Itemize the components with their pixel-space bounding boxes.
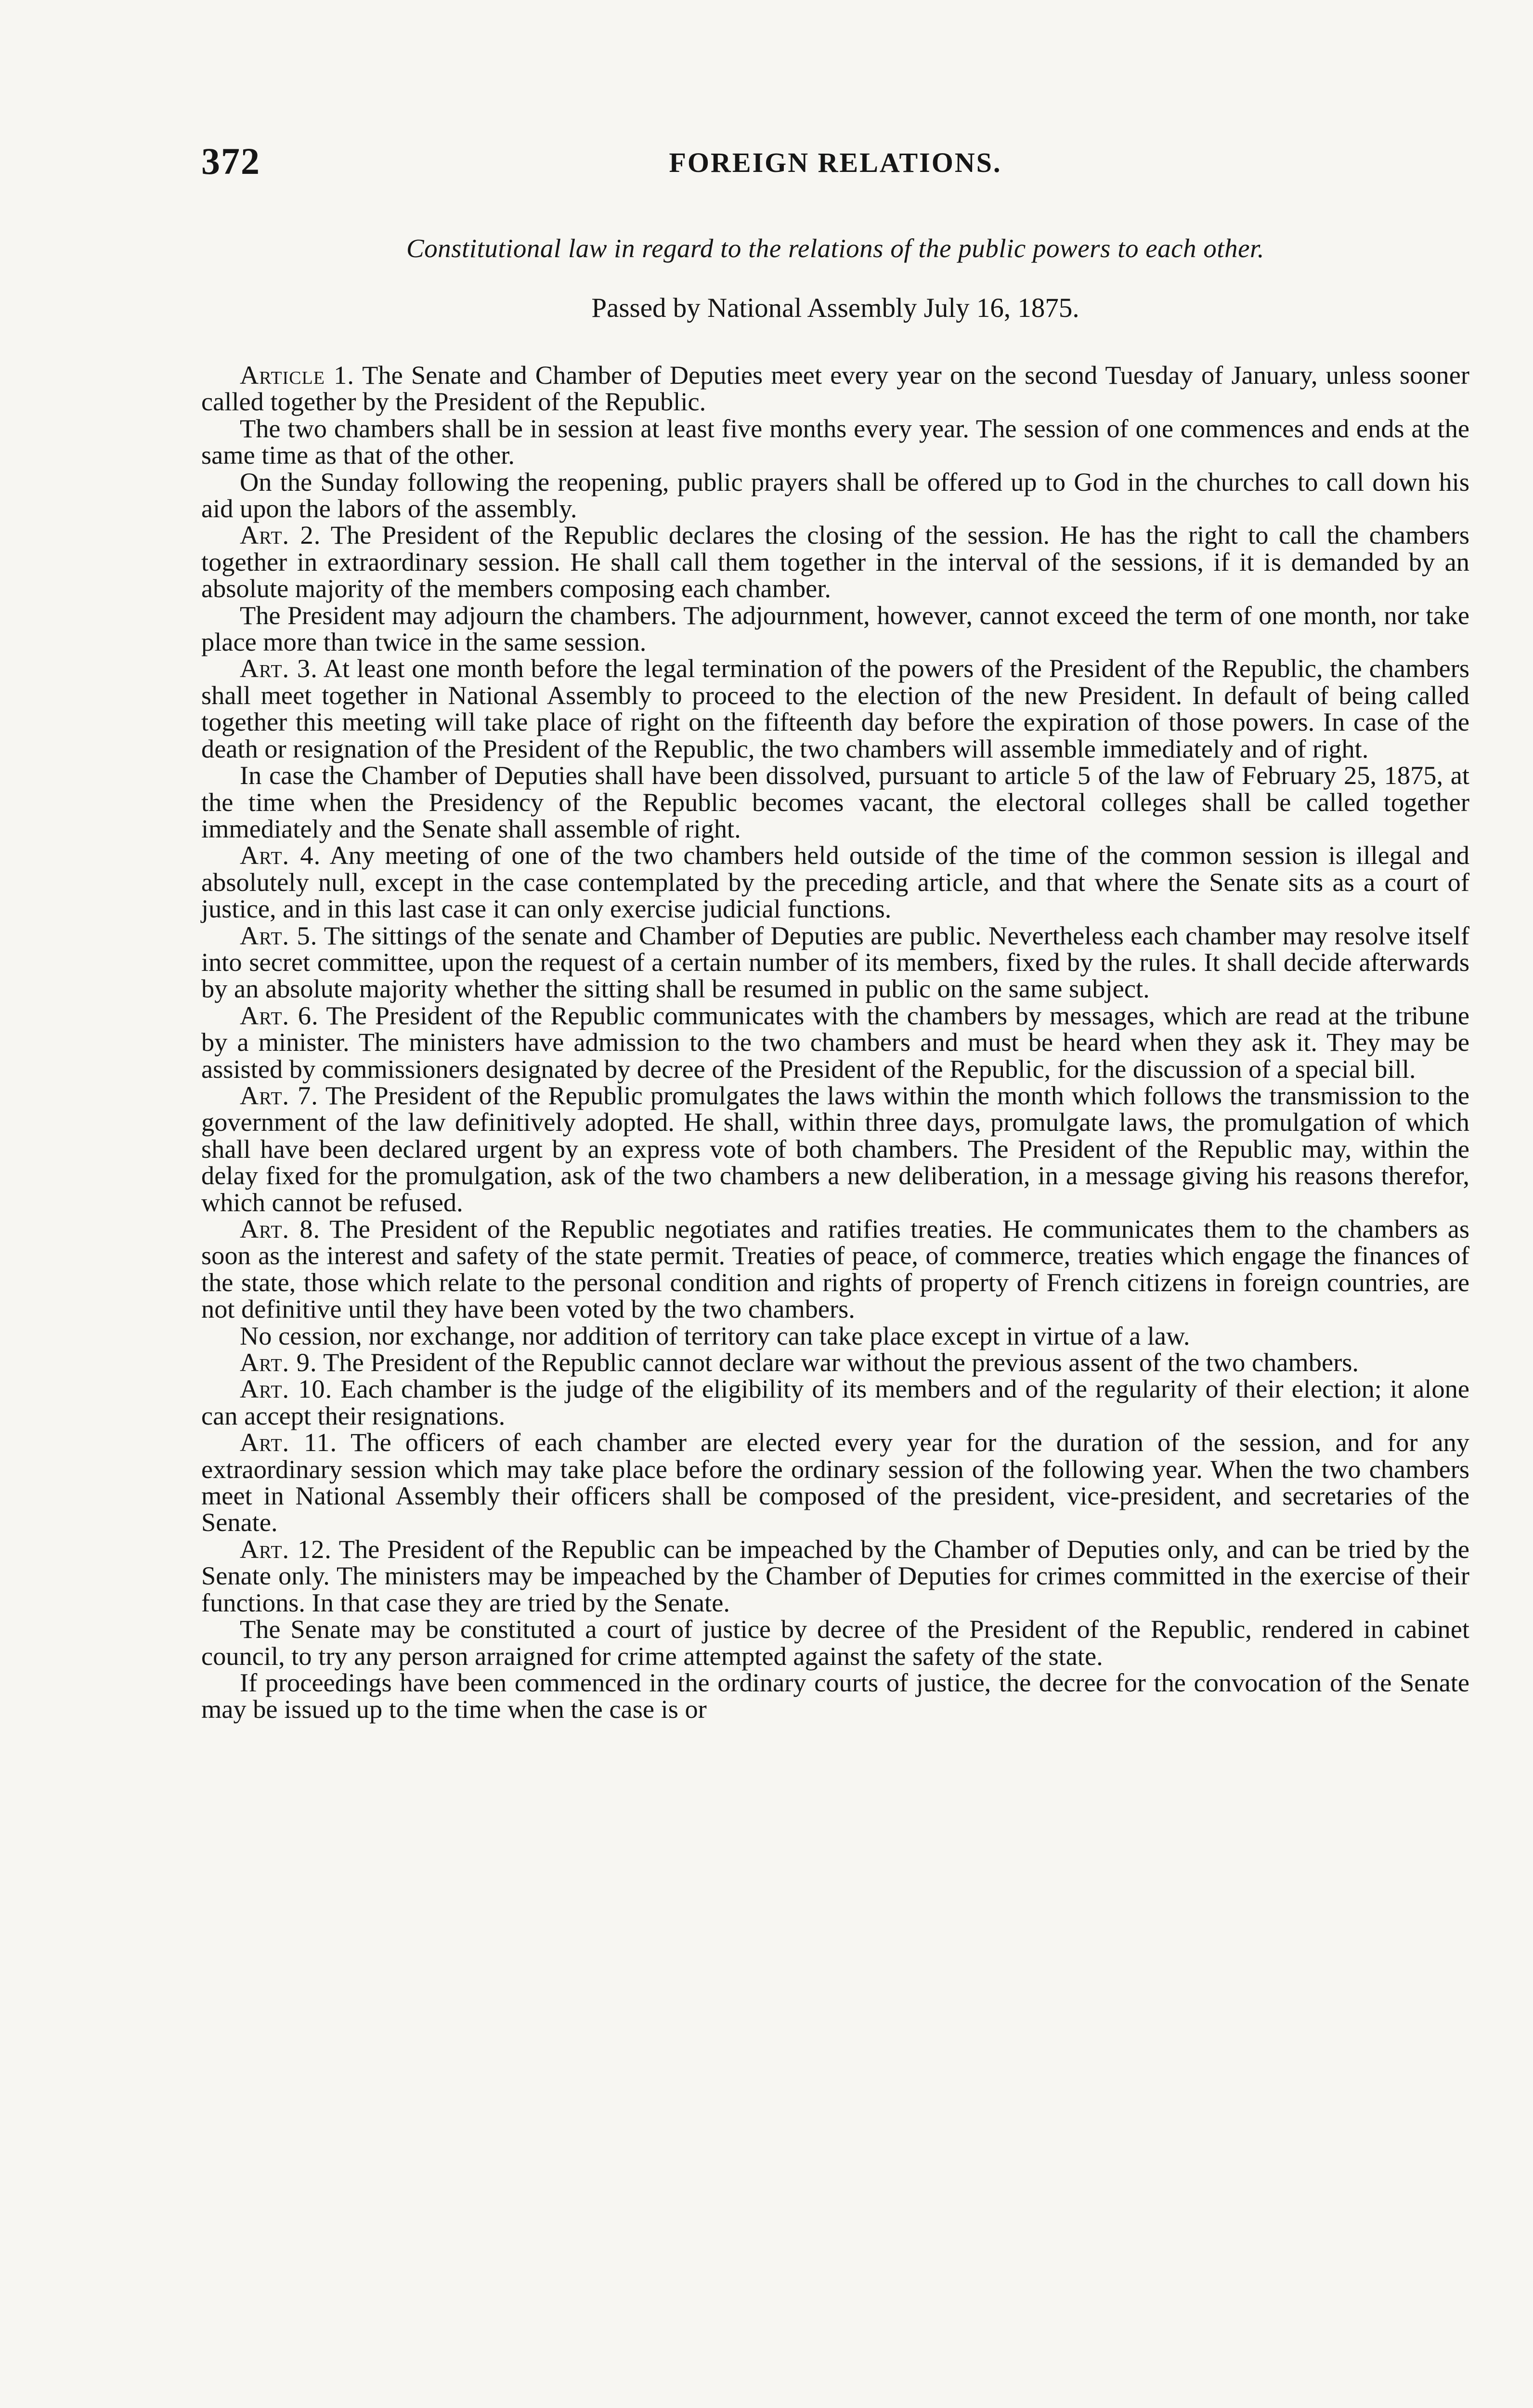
paragraph-text: The President of the Republic promulgates the laws within the month which follows the transmission to the government of the law definitively adopted. He shall, within three days, promulgate laws, the promulgation of which shall have been declared urgent by an express vote of both chambers. The President of the Republic may, within the delay fixed for the promulgation, ask of the two chambers a new deliberation, in a message giving his reasons therefor, which cannot be refused.	[201, 1081, 1469, 1217]
article-label: Art. 9.	[240, 1348, 317, 1377]
paragraph	[201, 1003, 1469, 1083]
paragraph-text: On the Sunday following the reopening, public prayers shall be offered up to God in the churches to call down his aid upon the labors of the assembly.	[201, 467, 1469, 523]
body-text	[201, 362, 1469, 1723]
paragraph-text: No cession, nor exchange, nor addition of territory can take place except in virtue of a law.	[240, 1321, 1190, 1350]
paragraph	[201, 1083, 1469, 1216]
document-title: Constitutional law in regard to the relations of the public powers to each other.	[406, 234, 1265, 263]
paragraph-text: The President of the Republic negotiates and ratifies treaties. He communicates them to the chambers as soon as the interest and safety of the state permit. Treaties of peace, of commerce, treaties which engage the finances of the state, those which relate to the personal condition and rights of property of French citizens in foreign countries, are not definitive until they have been voted by the two chambers.	[201, 1215, 1469, 1324]
article-label: Art. 8.	[240, 1215, 321, 1243]
paragraph-text: The officers of each chamber are elected every year for the duration of the session, and for any extraordinary session which may take place before the ordinary session of the following year. When the two chambers meet in National Assembly their officers shall be composed of the president, vice-president, and secretaries of the Senate.	[201, 1428, 1469, 1537]
paragraph-text: The President of the Republic communicates with the chambers by messages, which are read at the tribune by a minister. The ministers have admission to the two chambers and must be heard when they ask it. They may be assisted by commissioners designated by decree of the President of the Republic, for the discussion of a special bill.	[201, 1001, 1470, 1084]
paragraph	[201, 362, 1469, 416]
paragraph-text: Each chamber is the judge of the eligibility of its members and of the regularity of their election; it alone can accept their resignations.	[201, 1374, 1469, 1430]
page-number: 372	[201, 140, 260, 182]
paragraph-text: Any meeting of one of the two chambers held outside of the time of the common session is illegal and absolutely null, except in the case contemplated by the preceding article, and that where the Senate sits as a court of justice, and in this last case it can only exercise judicial functions.	[201, 841, 1469, 924]
paragraph	[201, 1216, 1469, 1323]
article-label: Art. 7.	[240, 1081, 318, 1110]
article-label: Art. 4.	[240, 841, 321, 870]
paragraph-text: The President may adjourn the chambers. The adjournment, however, cannot exceed the term of one month, nor take place more than twice in the same session.	[201, 601, 1469, 657]
passed-date-line: Passed by National Assembly July 16, 1875.	[591, 293, 1079, 323]
paragraph	[201, 1323, 1469, 1349]
document-page	[201, 140, 1469, 1723]
paragraph	[201, 655, 1469, 762]
paragraph	[201, 1376, 1469, 1429]
paragraph	[201, 522, 1469, 602]
paragraph-text: The Senate and Chamber of Deputies meet every year on the second Tuesday of January, unless sooner called together by the President of the Republic.	[201, 361, 1470, 417]
article-label: Art. 11.	[240, 1428, 338, 1457]
paragraph-text: At least one month before the legal termination of the powers of the President of the Republic, the chambers shall meet together in National Assembly to proceed to the election of the new President. In default of being called together this meeting will take place of right on the fifteenth day before the expiration of those powers. In case of the death or resignation of the President of the Republic, the two chambers will assemble immediately and of right.	[201, 654, 1469, 763]
page-header	[201, 140, 1469, 188]
article-label: Art. 5.	[240, 921, 318, 950]
paragraph	[201, 1670, 1469, 1723]
paragraph-text: In case the Chamber of Deputies shall have been dissolved, pursuant to article 5 of the law of February 25, 1875, at the time when the Presidency of the Republic becomes vacant, the electoral colleges shall be called together immediately and the Senate shall assemble of right.	[201, 761, 1469, 843]
paragraph-text: The sittings of the senate and Chamber of Deputies are public. Nevertheless each chamber may resolve itself into secret committee, upon the request of a certain number of its members, fixed by the rules. It shall decide afterwards by an absolute majority whether the sitting shall be resumed in public on the same subject.	[201, 921, 1469, 1004]
paragraph	[201, 762, 1469, 842]
paragraph	[201, 1429, 1469, 1536]
article-label: Art. 10.	[240, 1374, 333, 1404]
paragraph-text: The President of the Republic cannot declare war without the previous assent of the two chambers.	[317, 1348, 1359, 1377]
article-label: Article 1.	[240, 361, 354, 390]
paragraph	[201, 1349, 1469, 1376]
article-label: Art. 12.	[240, 1534, 332, 1564]
paragraph-text: The two chambers shall be in session at least five months every year. The session of one commences and ends at the same time as that of the other.	[201, 414, 1469, 470]
running-head: FOREIGN RELATIONS.	[669, 147, 1002, 178]
paragraph-text: If proceedings have been commenced in the ordinary courts of justice, the decree for the convocation of the Senate may be issued up to the time when the case is or	[201, 1668, 1469, 1724]
paragraph	[201, 469, 1469, 523]
article-label: Art. 3.	[240, 654, 318, 683]
paragraph-text: The Senate may be constituted a court of justice by decree of the President of the Republic, rendered in cabinet council, to try any person arraigned for crime attempted against the safety of the state.	[201, 1615, 1469, 1671]
paragraph	[201, 1536, 1469, 1616]
article-label: Art. 2.	[240, 521, 321, 550]
article-label: Art. 6.	[240, 1001, 319, 1030]
paragraph	[201, 416, 1469, 469]
paragraph-text: The President of the Republic declares the closing of the session. He has the right to call the chambers together in extraordinary session. He shall call them together in the interval of the sessions, if it is demanded by an absolute majority of the members composing each chamber.	[201, 521, 1469, 603]
paragraph	[201, 842, 1469, 922]
paragraph	[201, 923, 1469, 1003]
paragraph	[201, 602, 1469, 656]
paragraph	[201, 1616, 1469, 1670]
paragraph-text: The President of the Republic can be impeached by the Chamber of Deputies only, and can be tried by the Senate only. The ministers may be impeached by the Chamber of Deputies for crimes committed in the exercise of their functions. In that case they are tried by the Senate.	[201, 1534, 1469, 1617]
